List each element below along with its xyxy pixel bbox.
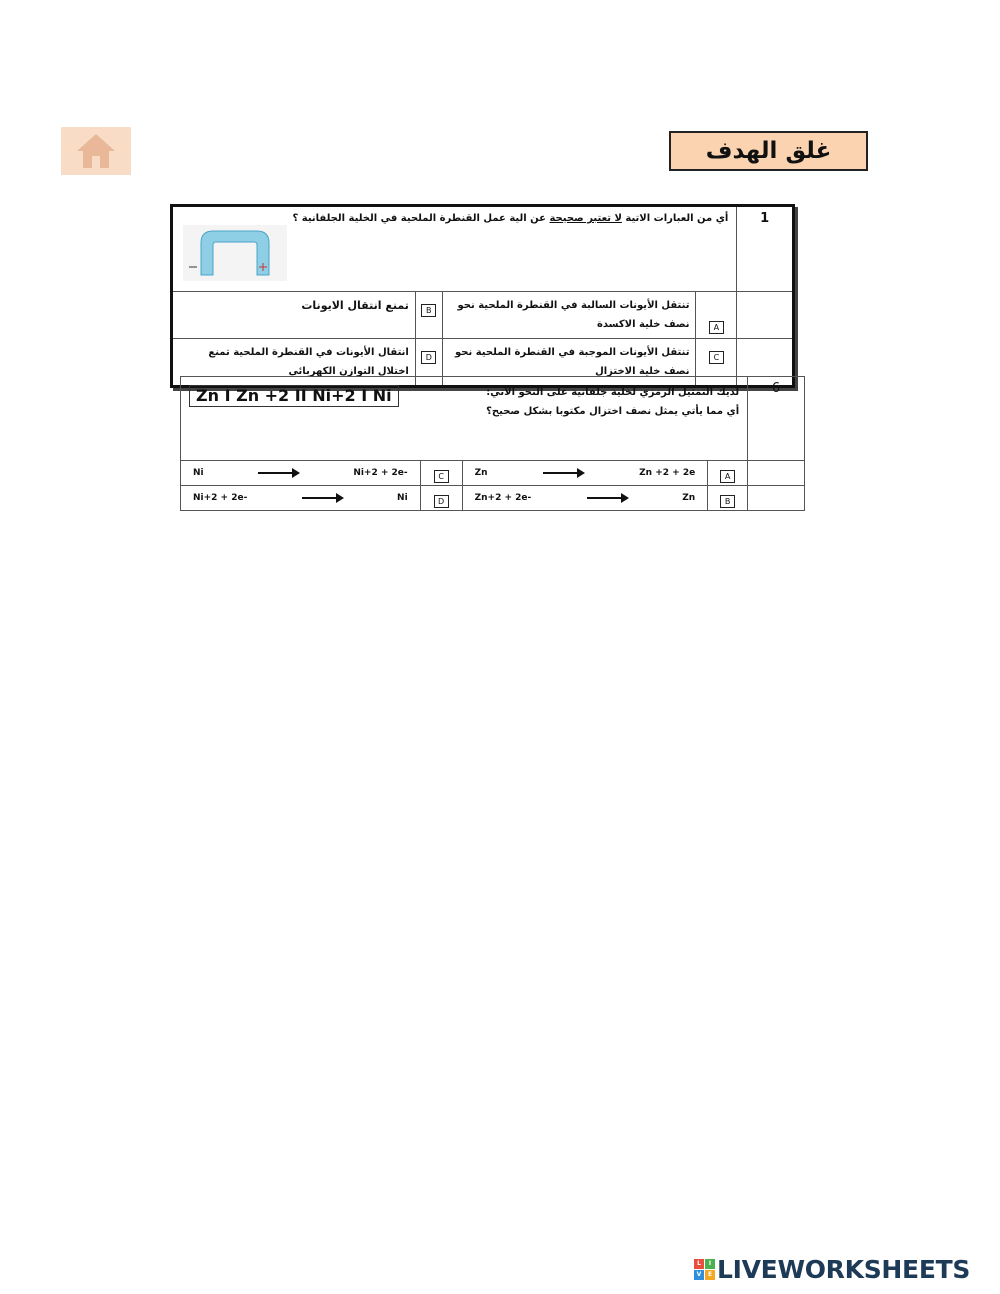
option-d-equation: Ni+2 + 2e- Ni <box>181 486 421 511</box>
option-a-text: تنتقل الأيونات السالبة في القنطرة الملحية نحو نصف خلية الاكسدة <box>442 292 696 339</box>
arrow-icon <box>302 497 342 499</box>
arrow-icon <box>587 497 627 499</box>
option-a-marker[interactable]: A <box>708 461 748 486</box>
close-target-button[interactable]: غلق الهدف <box>669 131 868 171</box>
cell-notation: Zn I Zn +2 II Ni+2 I Ni <box>189 385 399 407</box>
question-number: 6 <box>748 377 805 461</box>
option-b-marker[interactable]: B <box>708 486 748 511</box>
option-b-text: تمنع انتقال الايونات <box>172 292 416 339</box>
option-a-equation: Zn Zn +2 + 2e <box>462 461 708 486</box>
option-a-marker[interactable]: A <box>696 292 737 339</box>
stem-after: عن الية عمل القنطرة الملحية في الخلية الجلفانية ؟ <box>292 213 550 224</box>
stem-before: أي من العبارات الاتية <box>621 213 729 224</box>
question-1-table <box>170 204 795 388</box>
blank-cell <box>737 292 794 339</box>
arrow-icon <box>543 472 583 474</box>
logo-text: LIVEWORKSHEETS <box>717 1255 971 1284</box>
option-c-marker[interactable]: C <box>696 339 737 387</box>
option-c-equation: Ni Ni+2 + 2e- <box>181 461 421 486</box>
blank-cell <box>748 461 805 486</box>
question-stem <box>181 377 748 461</box>
logo-icon: L I V E <box>694 1259 715 1280</box>
question-6-table <box>180 376 805 511</box>
house-icon <box>75 132 117 170</box>
option-b-equation: Zn+2 + 2e- Zn <box>462 486 708 511</box>
option-c-marker[interactable]: C <box>420 461 462 486</box>
question-number: 1 <box>737 206 794 292</box>
arrow-icon <box>258 472 298 474</box>
salt-bridge-image <box>183 225 287 281</box>
option-c-text: تنتقل الأيونات الموجبة في القنطرة الملحية نحو نصف خلية الاختزال <box>442 339 696 387</box>
option-d-marker[interactable]: D <box>415 339 442 387</box>
liveworksheets-logo <box>694 1255 970 1284</box>
stem-line-1: لديك التمثيل الرمزي لخلية جلفانية على النحو الآتي: <box>486 387 740 398</box>
option-b-marker[interactable]: B <box>415 292 442 339</box>
blank-cell <box>748 486 805 511</box>
stem-emphasis: لا تعتبر صحيحة <box>549 213 622 224</box>
option-d-text: انتقال الأيونات في القنطرة الملحية تمنع اختلال التوازن الكهربائي <box>172 339 416 387</box>
home-button[interactable] <box>61 127 131 175</box>
stem-line-2: أي مما يأتي يمثل نصف اختزال مكتوبا بشكل صحيح؟ <box>486 406 740 417</box>
question-stem <box>172 206 737 292</box>
option-d-marker[interactable]: D <box>420 486 462 511</box>
